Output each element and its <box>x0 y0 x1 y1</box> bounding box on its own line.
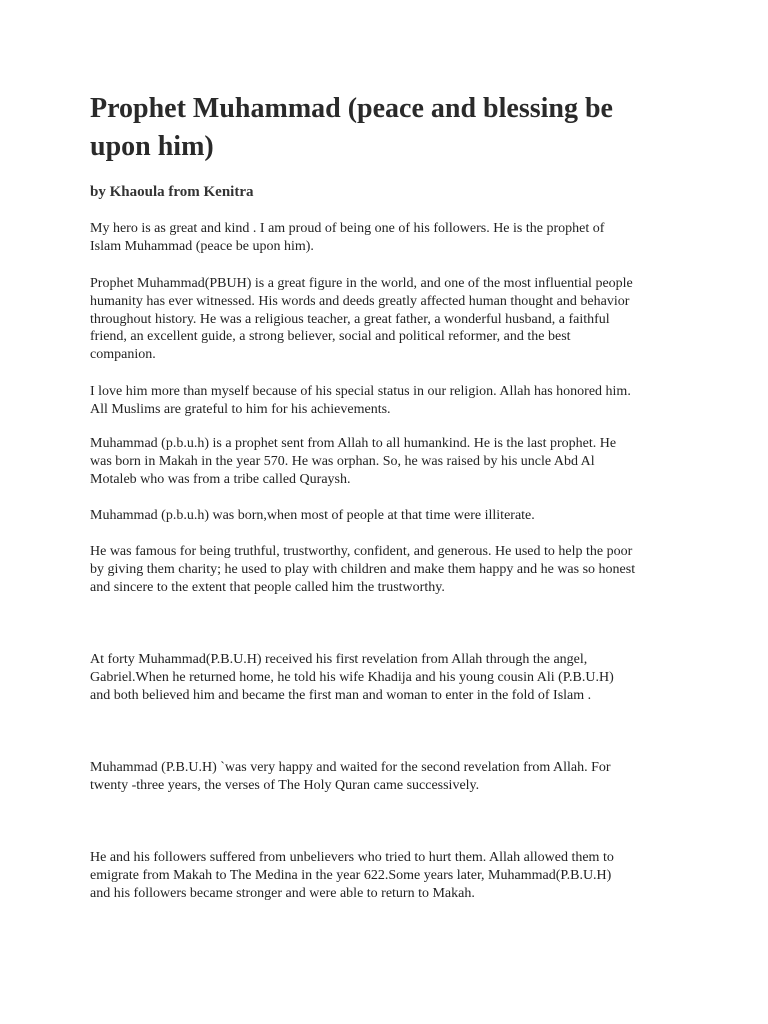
paragraph <box>90 651 710 704</box>
text-line: My hero is as great and kind . I am proud of being one of his followers. He is the prophet of <box>90 221 605 236</box>
text-line: emigrate from Makah to The Medina in the year 622.Some years later, Muhammad(P.B.U.H) <box>90 867 612 883</box>
text-line: Muhammad (P.B.U.H) `was very happy and waited for the second revelation from Allah. For <box>90 760 611 775</box>
text-line: was born in Makah in the year 570. He was orphan. So, he was raised by his uncle Abd Al <box>90 453 595 469</box>
author-byline: by Khaoula from Kenitra <box>90 184 254 200</box>
text-line: throughout history. He was a religious teacher, a great father, a wonderful husband, a faithful <box>90 311 610 327</box>
paragraph <box>90 507 710 525</box>
text-line: humanity has ever witnessed. His words and deeds greatly affected human thought and behavior <box>90 293 630 309</box>
text-line: He and his followers suffered from unbelievers who tried to hurt them. Allah allowed them to <box>90 850 614 865</box>
text-line: Muhammad (p.b.u.h) was born,when most of people at that time were illiterate. <box>90 508 535 523</box>
text-line: Islam Muhammad (peace be upon him). <box>90 238 314 254</box>
text-line: and sincere to the extent that people called him the trustworthy. <box>90 579 445 595</box>
text-line: by giving them charity; he used to play with children and make them happy and he was so honest <box>90 561 636 577</box>
paragraph <box>90 849 710 902</box>
text-line: friend, an excellent guide, a strong believer, social and political reformer, and the best <box>90 329 571 345</box>
title-line: Prophet Muhammad (peace and blessing be <box>90 93 613 124</box>
text-line: Gabriel.When he returned home, he told his wife Khadija and his young cousin Ali (P.B.U.H) <box>90 669 614 685</box>
text-line: Motaleb who was from a tribe called Quraysh. <box>90 471 351 487</box>
paragraph <box>90 383 710 419</box>
paragraph <box>90 759 710 795</box>
paragraph <box>90 220 710 256</box>
text-line: I love him more than myself because of his special status in our religion. Allah has honored him. <box>90 384 631 399</box>
text-line: and his followers became stronger and were able to return to Makah. <box>90 885 475 901</box>
text-line: and both believed him and became the first man and woman to enter in the fold of Islam . <box>90 687 592 703</box>
text-line: twenty -three years, the verses of The Holy Quran came successively. <box>90 777 480 793</box>
text-line: companion. <box>90 347 156 363</box>
text-line: All Muslims are grateful to him for his achievements. <box>90 401 391 417</box>
title-line: upon him) <box>90 131 214 162</box>
text-line: At forty Muhammad(P.B.U.H) received his first revelation from Allah through the angel, <box>90 652 588 667</box>
text-line: He was famous for being truthful, trustworthy, confident, and generous. He used to help the poor <box>90 544 633 559</box>
page-title <box>90 90 710 166</box>
paragraph <box>90 275 710 364</box>
text-line: Muhammad (p.b.u.h) is a prophet sent from Allah to all humankind. He is the last prophet. He <box>90 436 617 451</box>
text-line: Prophet Muhammad(PBUH) is a great figure in the world, and one of the most influential people <box>90 276 633 291</box>
paragraph <box>90 435 710 488</box>
paragraph <box>90 543 710 596</box>
